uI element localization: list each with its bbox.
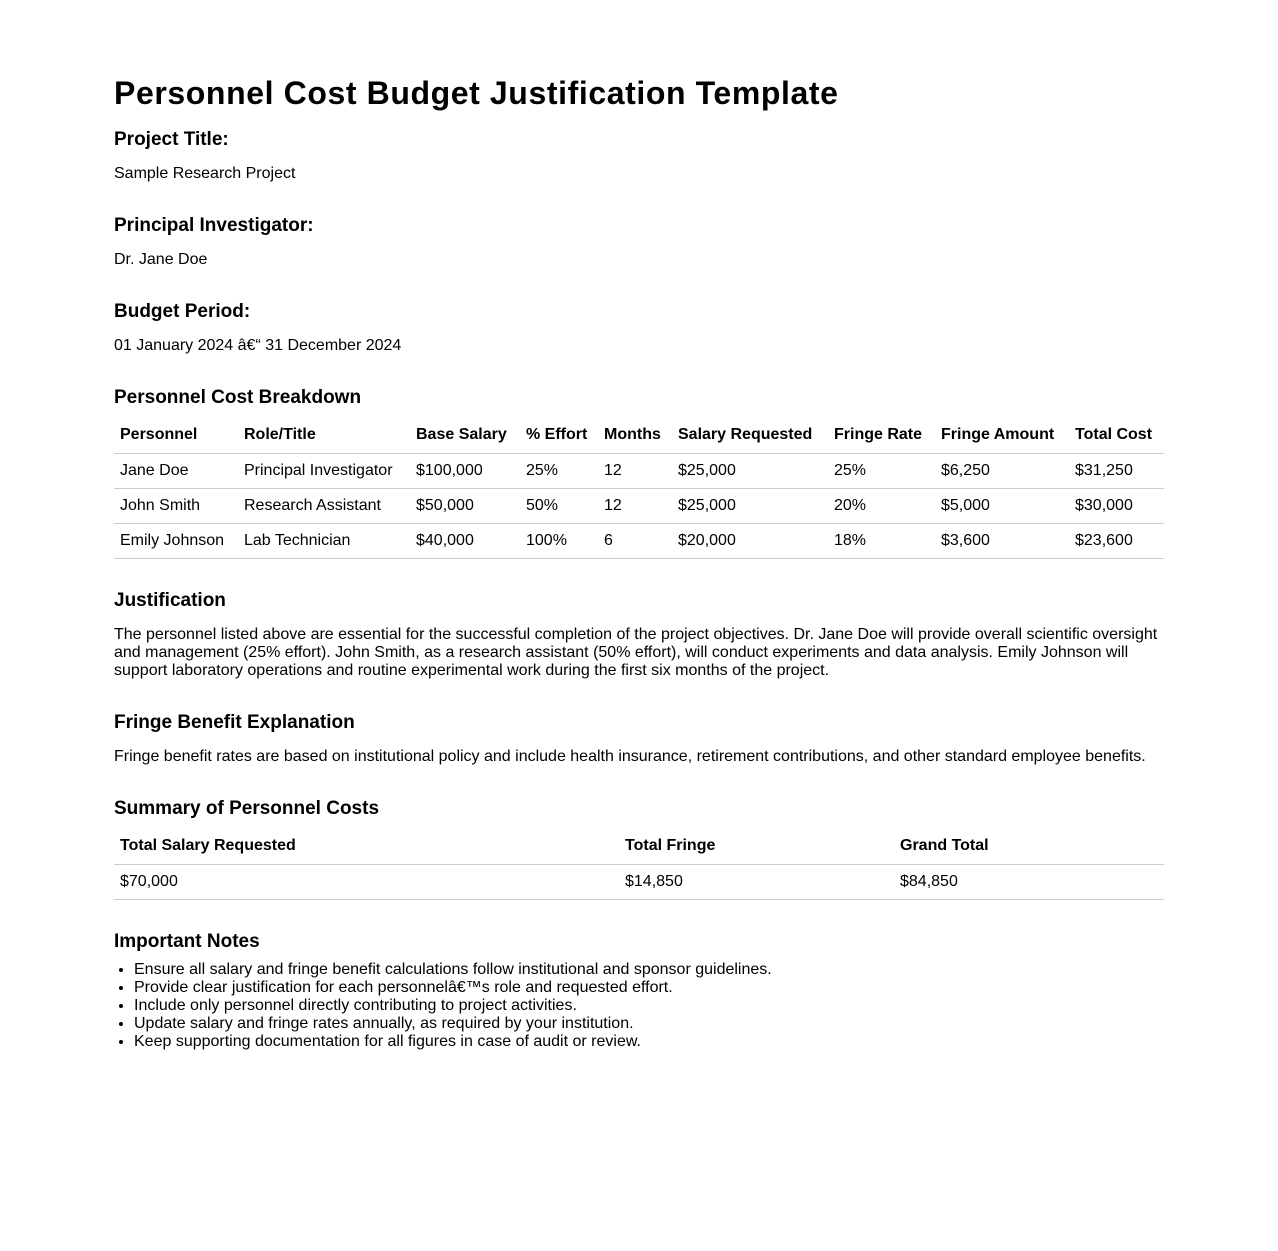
column-header: Total Cost (1069, 417, 1164, 454)
column-header: Fringe Amount (935, 417, 1069, 454)
summary-table (114, 828, 1164, 900)
table-cell: Emily Johnson (114, 524, 238, 559)
table-cell: Principal Investigator (238, 454, 410, 489)
project-title-heading: Project Title: (114, 129, 229, 150)
page-title: Personnel Cost Budget Justification Template (114, 75, 839, 111)
table-cell: $25,000 (672, 489, 828, 524)
table-cell: $84,850 (894, 865, 1164, 900)
column-header: Grand Total (894, 828, 1164, 865)
fringe-text: Fringe benefit rates are based on institutional policy and include health insurance, retirement contributions, and other standard employee benefits. (114, 748, 1146, 765)
project-title-value: Sample Research Project (114, 165, 296, 182)
table-cell: $100,000 (410, 454, 520, 489)
table-cell: $14,850 (619, 865, 894, 900)
summary-heading: Summary of Personnel Costs (114, 798, 380, 819)
column-header: Months (598, 417, 672, 454)
table-cell: Jane Doe (114, 454, 238, 489)
notes-list (114, 961, 1164, 1051)
table-cell: Lab Technician (238, 524, 410, 559)
justification-text: The personnel listed above are essential for the successful completion of the project objectives. Dr. Jane Doe will provide overall scientific oversight and management (25% effort). John Smith, as a research assistant (50% effort), will conduct experiments and data analysis. Emily Johnson will support laboratory operations and routine experimental work during the first six months of the project. (114, 626, 1158, 679)
table-cell: John Smith (114, 489, 238, 524)
table-cell: $23,600 (1069, 524, 1164, 559)
table-cell: $50,000 (410, 489, 520, 524)
column-header: Fringe Rate (828, 417, 935, 454)
breakdown-heading: Personnel Cost Breakdown (114, 387, 362, 408)
table-cell: 50% (520, 489, 598, 524)
column-header: Personnel (114, 417, 238, 454)
list-item: • Keep supporting documentation for all figures in case of audit or review. (134, 1033, 1164, 1051)
table-cell: $31,250 (1069, 454, 1164, 489)
column-header: % Effort (520, 417, 598, 454)
table-row (114, 524, 1164, 559)
notes-heading: Important Notes (114, 931, 260, 952)
column-header: Salary Requested (672, 417, 828, 454)
table-cell: 25% (520, 454, 598, 489)
summary-header-row (114, 828, 1164, 865)
principal-investigator-heading: Principal Investigator: (114, 215, 314, 236)
table-cell: $70,000 (114, 865, 619, 900)
budget-period-heading: Budget Period: (114, 301, 251, 322)
document-page (114, 0, 1164, 1051)
table-cell: $25,000 (672, 454, 828, 489)
table-cell: 100% (520, 524, 598, 559)
column-header: Role/Title (238, 417, 410, 454)
budget-period-value: 01 January 2024 â€“ 31 December 2024 (114, 337, 402, 354)
principal-investigator-value: Dr. Jane Doe (114, 251, 208, 268)
breakdown-table (114, 417, 1164, 559)
table-cell: $40,000 (410, 524, 520, 559)
table-row (114, 865, 1164, 900)
table-cell: 20% (828, 489, 935, 524)
fringe-heading: Fringe Benefit Explanation (114, 712, 355, 733)
table-cell: 12 (598, 489, 672, 524)
list-item: • Include only personnel directly contributing to project activities. (134, 997, 1164, 1015)
table-row (114, 454, 1164, 489)
table-cell: $3,600 (935, 524, 1069, 559)
table-cell: $6,250 (935, 454, 1069, 489)
table-cell: 25% (828, 454, 935, 489)
justification-heading: Justification (114, 590, 226, 611)
table-cell: $30,000 (1069, 489, 1164, 524)
table-cell: $20,000 (672, 524, 828, 559)
list-item: • Provide clear justification for each personnelâ€™s role and requested effort. (134, 979, 1164, 997)
breakdown-header-row (114, 417, 1164, 454)
table-row (114, 489, 1164, 524)
table-cell: 6 (598, 524, 672, 559)
list-item: • Ensure all salary and fringe benefit calculations follow institutional and sponsor guidelines. (134, 961, 1164, 979)
column-header: Total Fringe (619, 828, 894, 865)
column-header: Total Salary Requested (114, 828, 619, 865)
column-header: Base Salary (410, 417, 520, 454)
table-cell: $5,000 (935, 489, 1069, 524)
table-cell: 18% (828, 524, 935, 559)
list-item: • Update salary and fringe rates annually, as required by your institution. (134, 1015, 1164, 1033)
table-cell: Research Assistant (238, 489, 410, 524)
table-cell: 12 (598, 454, 672, 489)
